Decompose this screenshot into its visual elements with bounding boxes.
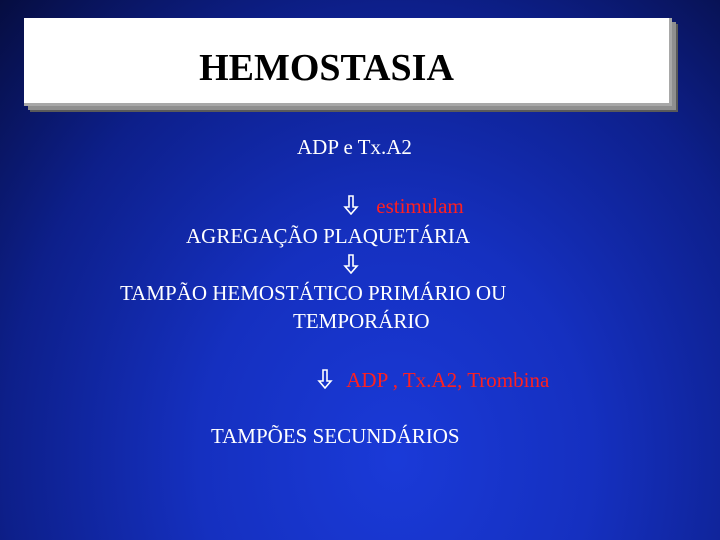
line-arrow-2: [343, 254, 359, 276]
estimulam-label: estimulam: [376, 194, 464, 218]
line-estimulam: [343, 195, 464, 217]
slide-title: HEMOSTASIA: [199, 47, 454, 89]
arrow-down-icon: [343, 195, 359, 215]
arrow-down-icon: [343, 254, 359, 274]
line-adp-trombina: [317, 369, 549, 391]
line-temporario: TEMPORÁRIO: [293, 309, 430, 333]
line-agregacao: AGREGAÇÃO PLAQUETÁRIA: [186, 224, 471, 248]
arrow-down-icon: [317, 369, 333, 389]
line-tampoes-secundarios: TAMPÕES SECUNDÁRIOS: [211, 424, 460, 448]
adp-trombina-label: ADP , Tx.A2, Trombina: [346, 368, 550, 392]
line-tampao-primario: TAMPÃO HEMOSTÁTICO PRIMÁRIO OU: [120, 281, 507, 305]
line-adp-txa2: ADP e Tx.A2: [297, 135, 412, 159]
title-box: [24, 18, 672, 106]
